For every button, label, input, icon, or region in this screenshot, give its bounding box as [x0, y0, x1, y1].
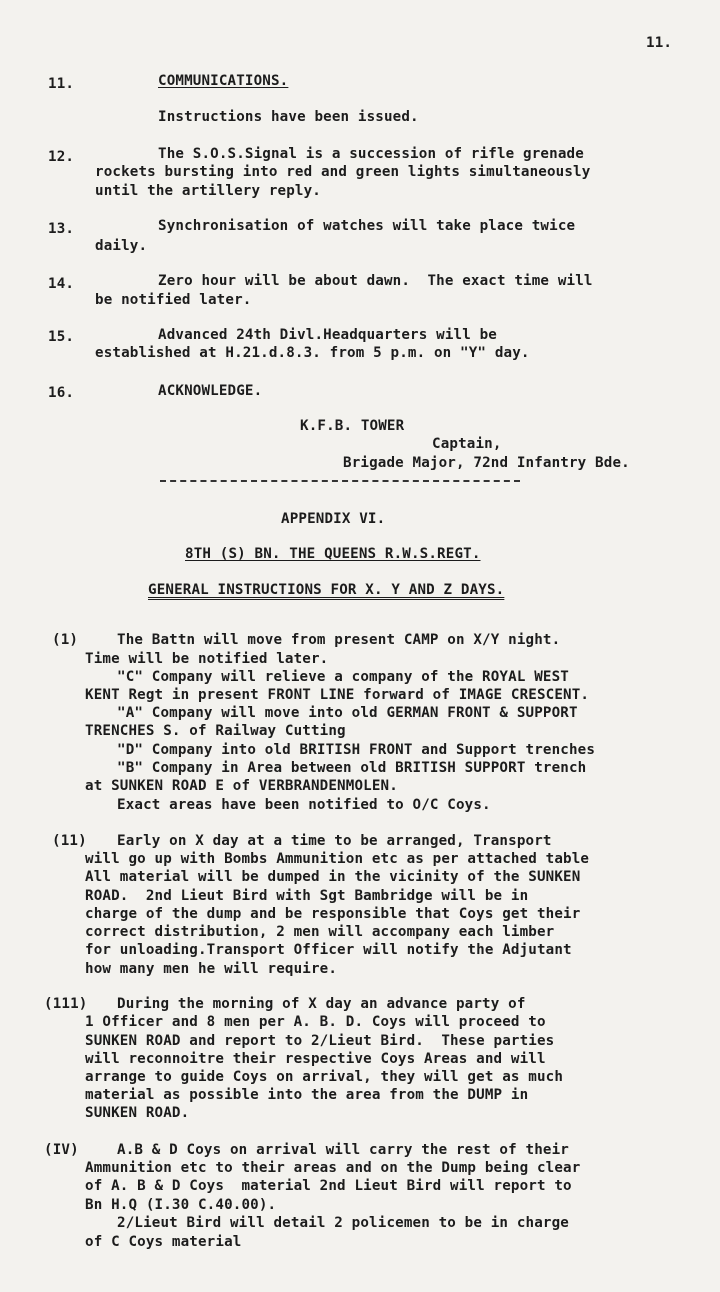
appendix-subtitle: GENERAL INSTRUCTIONS FOR X. Y AND Z DAYS. — [148, 582, 505, 598]
paragraph-line: All material will be dumped in the vicinity of the SUNKEN — [85, 869, 581, 885]
paragraph-line: TRENCHES S. of Railway Cutting — [85, 723, 346, 739]
item-line: until the artillery reply. — [95, 183, 321, 199]
paragraph-line: SUNKEN ROAD. — [85, 1105, 190, 1121]
paragraph-line: of A. B & D Coys material 2nd Lieut Bird will report to — [85, 1178, 572, 1194]
paragraph-line: Early on X day at a time to be arranged, Transport — [117, 833, 552, 849]
paragraph-line: "B" Company in Area between old BRITISH SUPPORT trench — [117, 760, 587, 776]
paragraph-line: how many men he will require. — [85, 961, 338, 977]
paragraph-line: ROAD. 2nd Lieut Bird with Sgt Bambridge will be in — [85, 888, 529, 904]
signature-title: Brigade Major, 72nd Infantry Bde. — [343, 455, 630, 471]
paragraph-number: (11) — [52, 833, 87, 849]
paragraph-line: at SUNKEN ROAD E of VERBRANDENMOLEN. — [85, 778, 398, 794]
signature-rank: Captain, — [432, 436, 502, 452]
item-number: 16. — [48, 385, 75, 401]
appendix-title: APPENDIX VI. — [281, 511, 386, 527]
item-line: Instructions have been issued. — [158, 109, 419, 125]
paragraph-number: (111) — [44, 996, 88, 1012]
paragraph-line: Ammunition etc to their areas and on the Dump being clear — [85, 1160, 581, 1176]
item-number: 11. — [48, 76, 75, 92]
item-line: daily. — [95, 238, 148, 254]
paragraph-line: "C" Company will relieve a company of the ROYAL WEST — [117, 669, 569, 685]
section-heading-communications: COMMUNICATIONS. — [158, 73, 289, 89]
divider-line — [160, 480, 520, 482]
paragraph-line: correct distribution, 2 men will accompany each limber — [85, 924, 555, 940]
item-number: 14. — [48, 276, 75, 292]
item-line: rockets bursting into red and green lights simultaneously — [95, 164, 591, 180]
item-line: be notified later. — [95, 292, 252, 308]
item-number: 13. — [48, 221, 75, 237]
paragraph-line: will reconnoitre their respective Coys Areas and will — [85, 1051, 546, 1067]
paragraph-line: of C Coys material — [85, 1234, 242, 1250]
item-line: established at H.21.d.8.3. from 5 p.m. on "Y" day. — [95, 345, 530, 361]
item-line: ACKNOWLEDGE. — [158, 383, 263, 399]
item-number: 12. — [48, 149, 75, 165]
paragraph-number: (1) — [52, 632, 79, 648]
paragraph-number: (IV) — [44, 1142, 79, 1158]
item-line: Advanced 24th Divl.Headquarters will be — [158, 327, 497, 343]
item-line: The S.O.S.Signal is a succession of rifle grenade — [158, 146, 584, 162]
signature-name: K.F.B. TOWER — [300, 418, 405, 434]
item-number: 15. — [48, 329, 75, 345]
paragraph-line: 2/Lieut Bird will detail 2 policemen to be in charge — [117, 1215, 569, 1231]
paragraph-line: material as possible into the area from the DUMP in — [85, 1087, 529, 1103]
paragraph-line: "A" Company will move into old GERMAN FRONT & SUPPORT — [117, 705, 578, 721]
paragraph-line: SUNKEN ROAD and report to 2/Lieut Bird. These parties — [85, 1033, 555, 1049]
paragraph-line: During the morning of X day an advance party of — [117, 996, 526, 1012]
item-line: Zero hour will be about dawn. The exact time will — [158, 273, 593, 289]
paragraph-line: Bn H.Q (I.30 C.40.00). — [85, 1197, 277, 1213]
appendix-unit: 8TH (S) BN. THE QUEENS R.W.S.REGT. — [185, 546, 481, 562]
paragraph-line: Exact areas have been notified to O/C Coys. — [117, 797, 491, 813]
item-line: Synchronisation of watches will take place twice — [158, 218, 576, 234]
paragraph-line: A.B & D Coys on arrival will carry the rest of their — [117, 1142, 569, 1158]
paragraph-line: KENT Regt in present FRONT LINE forward of IMAGE CRESCENT. — [85, 687, 590, 703]
paragraph-line: for unloading.Transport Officer will notify the Adjutant — [85, 942, 572, 958]
paragraph-line: arrange to guide Coys on arrival, they will get as much — [85, 1069, 564, 1085]
paragraph-line: will go up with Bombs Ammunition etc as per attached table — [85, 851, 590, 867]
paragraph-line: The Battn will move from present CAMP on X/Y night. — [117, 632, 561, 648]
paragraph-line: charge of the dump and be responsible that Coys get their — [85, 906, 581, 922]
paragraph-line: 1 Officer and 8 men per A. B. D. Coys will proceed to — [85, 1014, 546, 1030]
page-number: 11. — [646, 35, 673, 51]
paragraph-line: Time will be notified later. — [85, 651, 329, 667]
paragraph-line: "D" Company into old BRITISH FRONT and Support trenches — [117, 742, 596, 758]
